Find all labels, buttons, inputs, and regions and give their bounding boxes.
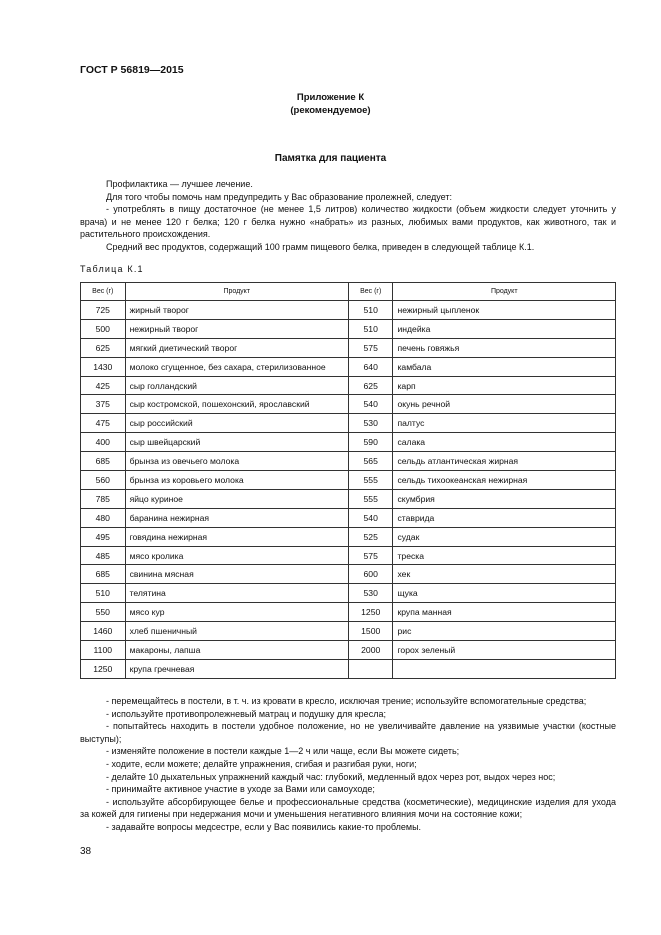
product-cell: брынза из овечьего молока xyxy=(125,452,348,471)
product-cell: брынза из коровьего молока xyxy=(125,471,348,490)
product-cell: горох зеленый xyxy=(393,641,616,660)
weight-cell: 1250 xyxy=(81,659,126,678)
memo-title: Памятка для пациента xyxy=(274,153,387,164)
product-cell: мягкий диетический творог xyxy=(125,338,348,357)
product-cell: говядина нежирная xyxy=(125,527,348,546)
intro-paragraph: Средний вес продуктов, содержащий 100 грамм пищевого белка, приведен в следующей таблице К.1. xyxy=(106,241,535,252)
table-row xyxy=(81,546,616,565)
table-row xyxy=(81,641,616,660)
product-cell: печень говяжья xyxy=(393,338,616,357)
product-cell: судак xyxy=(393,527,616,546)
product-cell: крупа манная xyxy=(393,603,616,622)
product-cell: свинина мясная xyxy=(125,565,348,584)
product-cell: яйцо куриное xyxy=(125,489,348,508)
product-cell: карп xyxy=(393,376,616,395)
table-row xyxy=(81,376,616,395)
weight-cell: 590 xyxy=(348,433,393,452)
recommendation-item: - используйте абсорбирующее белье и профессиональные средства (косметические), медицинские изделия для ухода за кожей для гигиены при недержания мочи и уменьшения негативного влияния мочи на состояние кожи; xyxy=(80,796,616,820)
weight-cell: 560 xyxy=(81,471,126,490)
weight-cell: 1500 xyxy=(348,622,393,641)
recommendation-item: - перемещайтесь в постели, в т. ч. из кровати в кресло, исключая трение; используйте вспомогательные средства; xyxy=(106,696,587,706)
table-row xyxy=(81,565,616,584)
recommendation-item: - ходите, если можете; делайте упражнения, сгибая и разгибая руки, ноги; xyxy=(106,758,417,769)
weight-cell: 640 xyxy=(348,357,393,376)
weight-cell: 525 xyxy=(348,527,393,546)
product-cell: рис xyxy=(393,622,616,641)
weight-cell: 400 xyxy=(81,433,126,452)
weight-cell: 555 xyxy=(348,489,393,508)
weight-cell: 550 xyxy=(81,603,126,622)
weight-cell: 1460 xyxy=(81,622,126,641)
intro-text xyxy=(80,178,616,254)
weight-cell: 475 xyxy=(81,414,126,433)
product-cell xyxy=(393,659,616,678)
weight-cell: 625 xyxy=(81,338,126,357)
weight-cell: 725 xyxy=(81,301,126,320)
table-row xyxy=(81,301,616,320)
table-row xyxy=(81,527,616,546)
weight-cell: 575 xyxy=(348,338,393,357)
table-row xyxy=(81,489,616,508)
table-row xyxy=(81,584,616,603)
table-row xyxy=(81,452,616,471)
product-cell: салака xyxy=(393,433,616,452)
products-table xyxy=(80,282,616,679)
recommendation-item: - делайте 10 дыхательных упражнений каждый час: глубокий, медленный вдох через рот, выдох через нос; xyxy=(106,771,556,782)
product-cell: ставрида xyxy=(393,508,616,527)
product-cell: сыр швейцарский xyxy=(125,433,348,452)
weight-cell: 565 xyxy=(348,452,393,471)
product-cell: сыр голландский xyxy=(125,376,348,395)
weight-cell: 555 xyxy=(348,471,393,490)
product-cell: нежирный цыпленок xyxy=(393,301,616,320)
weight-cell: 530 xyxy=(348,414,393,433)
table-row xyxy=(81,508,616,527)
weight-cell: 575 xyxy=(348,546,393,565)
product-cell: мясо кур xyxy=(125,603,348,622)
recommendation-item: - задавайте вопросы медсестре, если у Вас появились какие-то проблемы. xyxy=(106,821,422,832)
weight-cell: 540 xyxy=(348,395,393,414)
header-weight: Вес (г) xyxy=(81,283,126,301)
weight-cell: 1100 xyxy=(81,641,126,660)
header-product: Продукт xyxy=(393,283,616,301)
table-label: Таблица К.1 xyxy=(80,264,144,274)
recommendation-item: - используйте противопролежневый матрац и подушку для кресла; xyxy=(106,708,386,719)
product-cell: треска xyxy=(393,546,616,565)
recommendation-item: - изменяйте положение в постели каждые 1—2 ч или чаще, если Вы можете сидеть; xyxy=(106,746,460,757)
product-cell: молоко сгущенное, без сахара, стерилизованное xyxy=(125,357,348,376)
weight-cell: 600 xyxy=(348,565,393,584)
product-cell: телятина xyxy=(125,584,348,603)
weight-cell: 2000 xyxy=(348,641,393,660)
weight-cell: 625 xyxy=(348,376,393,395)
weight-cell: 485 xyxy=(81,546,126,565)
product-cell: палтус xyxy=(393,414,616,433)
table-row xyxy=(81,319,616,338)
weight-cell: 685 xyxy=(81,452,126,471)
weight-cell: 500 xyxy=(81,319,126,338)
weight-cell: 540 xyxy=(348,508,393,527)
table-row xyxy=(81,433,616,452)
weight-cell: 510 xyxy=(348,301,393,320)
weight-cell: 510 xyxy=(348,319,393,338)
product-cell: жирный творог xyxy=(125,301,348,320)
intro-paragraph: Профилактика — лучшее лечение. xyxy=(106,179,253,189)
product-cell: хек xyxy=(393,565,616,584)
product-cell: сельдь тихоокеанская нежирная xyxy=(393,471,616,490)
document-code: ГОСТ Р 56819—2015 xyxy=(80,64,184,76)
product-cell: сельдь атлантическая жирная xyxy=(393,452,616,471)
weight-cell: 1430 xyxy=(81,357,126,376)
recommendation-item: - принимайте активное участие в уходе за Вами или самоуходе; xyxy=(106,784,375,795)
weight-cell: 495 xyxy=(81,527,126,546)
product-cell: мясо кролика xyxy=(125,546,348,565)
product-cell: нежирный творог xyxy=(125,319,348,338)
product-cell: баранина нежирная xyxy=(125,508,348,527)
header-product: Продукт xyxy=(125,283,348,301)
product-cell: щука xyxy=(393,584,616,603)
table-header-row xyxy=(81,283,616,301)
recommendations-list xyxy=(80,695,616,834)
table-row xyxy=(81,622,616,641)
weight-cell: 685 xyxy=(81,565,126,584)
weight-cell: 425 xyxy=(81,376,126,395)
product-cell: камбала xyxy=(393,357,616,376)
product-cell: крупа гречневая xyxy=(125,659,348,678)
weight-cell: 375 xyxy=(81,395,126,414)
product-cell: скумбрия xyxy=(393,489,616,508)
table-body xyxy=(81,301,616,679)
header-weight: Вес (г) xyxy=(348,283,393,301)
table-row xyxy=(81,395,616,414)
table-row xyxy=(81,659,616,678)
product-cell: сыр российский xyxy=(125,414,348,433)
product-cell: сыр костромской, пошехонский, ярославский xyxy=(125,395,348,414)
table-row xyxy=(81,357,616,376)
table-row xyxy=(81,471,616,490)
annex-title: Приложение К xyxy=(296,92,365,103)
weight-cell: 530 xyxy=(348,584,393,603)
product-cell: хлеб пшеничный xyxy=(125,622,348,641)
annex-subtitle: (рекомендуемое) xyxy=(290,105,371,116)
recommendation-item: - попытайтесь находить в постели удобное положение, но не увеличивайте давление на уязвимые участки (костные выступы); xyxy=(80,721,616,744)
weight-cell: 480 xyxy=(81,508,126,527)
weight-cell: 785 xyxy=(81,489,126,508)
table-row xyxy=(81,338,616,357)
weight-cell: 1250 xyxy=(348,603,393,622)
page-number: 38 xyxy=(80,846,92,857)
product-cell: индейка xyxy=(393,319,616,338)
product-cell: окунь речной xyxy=(393,395,616,414)
table-row xyxy=(81,603,616,622)
intro-paragraph: - употреблять в пищу достаточное (не менее 1,5 литров) количество жидкости (объем жидкости следует уточнить у врача) и не менее 120 г белка; 120 г белка нужно «набрать» из разных, любимых вами продуктов, как животного, так и растительного происхождения. xyxy=(80,204,616,240)
product-cell: макароны, лапша xyxy=(125,641,348,660)
weight-cell xyxy=(348,659,393,678)
intro-paragraph: Для того чтобы помочь нам предупредить у Вас образование пролежней, следует: xyxy=(106,191,453,202)
table-row xyxy=(81,414,616,433)
weight-cell: 510 xyxy=(81,584,126,603)
